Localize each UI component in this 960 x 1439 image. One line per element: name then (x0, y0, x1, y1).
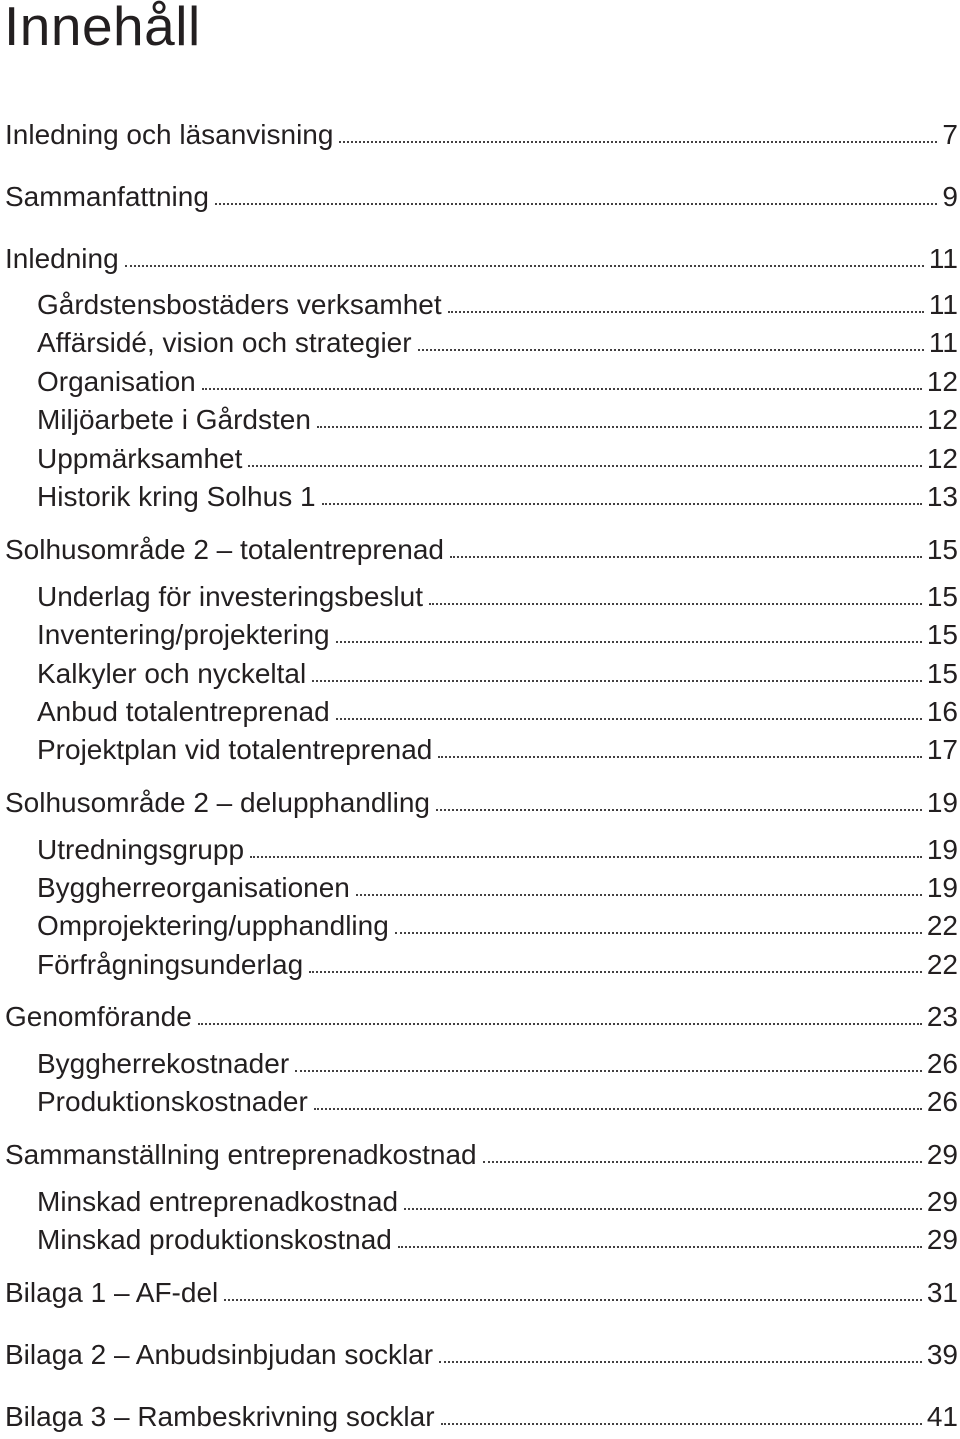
toc-entry-label: Produktionskostnader (37, 1086, 308, 1117)
toc-entry-page-number: 12 (926, 443, 958, 474)
toc-entry-genomforande[interactable] (0, 998, 960, 1034)
toc-entry-minskad-entreprenadkostnad[interactable] (0, 1183, 960, 1219)
toc-entry-label: Historik kring Solhus 1 (37, 481, 316, 512)
dot-leader (398, 1246, 922, 1248)
toc-entry-page-number: 15 (926, 658, 958, 689)
toc-entry-page-number: 22 (926, 949, 958, 980)
dot-leader (450, 556, 922, 558)
toc-entry-inledning-och-lasanvisning[interactable] (0, 116, 960, 152)
toc-entry-page-number: 31 (926, 1277, 958, 1308)
toc-entry-produktionskostnader[interactable] (0, 1083, 960, 1119)
toc-entry-label: Solhusområde 2 – totalentreprenad (5, 534, 444, 565)
toc-entry-page-number: 41 (926, 1401, 958, 1432)
toc-entry-page-number: 7 (942, 119, 958, 150)
toc-entry-page-number: 26 (926, 1048, 958, 1079)
toc-entry-page-number: 11 (928, 327, 958, 358)
toc-entry-page-number: 29 (926, 1186, 958, 1217)
dot-leader (250, 856, 922, 858)
toc-entry-bilaga-3[interactable] (0, 1398, 960, 1434)
dot-leader (295, 1070, 922, 1072)
toc-entry-projektplan-vid-totalentreprenad[interactable] (0, 731, 960, 767)
dot-leader (483, 1161, 922, 1163)
toc-entry-sammanstallning-entreprenadkostnad[interactable] (0, 1136, 960, 1172)
dot-leader (314, 1108, 922, 1110)
toc-entry-forfragningsunderlag[interactable] (0, 946, 960, 982)
toc-entry-label: Inventering/projektering (37, 619, 330, 650)
toc-entry-page-number: 23 (926, 1001, 958, 1032)
toc-entry-label: Inledning (5, 243, 119, 274)
toc-entry-page-number: 12 (926, 366, 958, 397)
dot-leader (248, 465, 921, 467)
toc-entry-label: Omprojektering/upphandling (37, 910, 389, 941)
toc-entry-label: Sammanfattning (5, 181, 209, 212)
toc-entry-page-number: 15 (926, 581, 958, 612)
toc-entry-kalkyler-och-nyckeltal[interactable] (0, 655, 960, 691)
toc-entry-label: Minskad produktionskostnad (37, 1224, 392, 1255)
dot-leader (312, 680, 922, 682)
toc-entry-byggherreorganisationen[interactable] (0, 869, 960, 905)
toc-entry-sammanfattning[interactable] (0, 178, 960, 214)
toc-entry-label: Gårdstensbostäders verksamhet (37, 289, 442, 320)
toc-entry-affarside-vision-och-strategier[interactable] (0, 324, 960, 360)
toc-entry-page-number: 39 (926, 1339, 958, 1370)
toc-entry-label: Bilaga 3 – Rambeskrivning socklar (5, 1401, 435, 1432)
toc-entry-miljoarbete-i-gardsten[interactable] (0, 401, 960, 437)
toc-entry-label: Miljöarbete i Gårdsten (37, 404, 311, 435)
dot-leader (448, 311, 924, 313)
page-title: Innehåll (4, 0, 201, 57)
toc-entry-inledning[interactable] (0, 240, 960, 276)
dot-leader (404, 1208, 922, 1210)
toc-entry-page-number: 12 (926, 404, 958, 435)
dot-leader (438, 756, 921, 758)
toc-entry-label: Byggherrekostnader (37, 1048, 290, 1079)
toc-entry-anbud-totalentreprenad[interactable] (0, 693, 960, 729)
dot-leader (418, 349, 924, 351)
dot-leader (317, 426, 922, 428)
toc-entry-page-number: 11 (928, 289, 958, 320)
toc-entry-label: Genomförande (5, 1001, 192, 1032)
dot-leader (336, 641, 922, 643)
toc-entry-label: Bilaga 2 – Anbudsinbjudan socklar (5, 1339, 434, 1370)
toc-entry-underlag-for-investeringsbeslut[interactable] (0, 578, 960, 614)
dot-leader (395, 932, 922, 934)
toc-entry-label: Utredningsgrupp (37, 834, 245, 865)
toc-entry-bilaga-2[interactable] (0, 1336, 960, 1372)
toc-entry-minskad-produktionskostnad[interactable] (0, 1221, 960, 1257)
dot-leader (198, 1023, 922, 1025)
dot-leader (336, 718, 922, 720)
toc-entry-solhusomrade-2-totalentreprenad[interactable] (0, 531, 960, 567)
toc-entry-omprojektering-upphandling[interactable] (0, 907, 960, 943)
dot-leader (322, 503, 922, 505)
toc-entry-label: Solhusområde 2 – delupphandling (5, 787, 430, 818)
toc-entry-historik-kring-solhus-1[interactable] (0, 478, 960, 514)
toc-entry-label: Bilaga 1 – AF-del (5, 1277, 219, 1308)
dot-leader (125, 265, 924, 267)
dot-leader (215, 203, 938, 205)
toc-entry-label: Organisation (37, 366, 196, 397)
toc-entry-page-number: 22 (926, 910, 958, 941)
dot-leader (356, 894, 922, 896)
toc-entry-label: Byggherreorganisationen (37, 872, 350, 903)
dot-leader (441, 1423, 922, 1425)
toc-entry-label: Anbud totalentreprenad (37, 696, 330, 727)
toc-entry-page-number: 29 (926, 1139, 958, 1170)
toc-entry-page-number: 16 (926, 696, 958, 727)
toc-entry-label: Uppmärksamhet (37, 443, 243, 474)
toc-entry-page-number: 15 (926, 619, 958, 650)
dot-leader (439, 1361, 922, 1363)
toc-entry-label: Affärsidé, vision och strategier (37, 327, 412, 358)
toc-entry-byggherrekostnader[interactable] (0, 1045, 960, 1081)
toc-entry-page-number: 9 (942, 181, 958, 212)
toc-entry-uppmarksamhet[interactable] (0, 440, 960, 476)
toc-entry-label: Sammanställning entreprenadkostnad (5, 1139, 477, 1170)
toc-entry-page-number: 11 (928, 243, 958, 274)
toc-entry-page-number: 26 (926, 1086, 958, 1117)
toc-entry-utredningsgrupp[interactable] (0, 831, 960, 867)
dot-leader (309, 971, 922, 973)
dot-leader (224, 1299, 922, 1301)
toc-entry-gardstensbostaders-verksamhet[interactable] (0, 286, 960, 322)
dot-leader (339, 141, 937, 143)
toc-entry-inventering-projektering[interactable] (0, 616, 960, 652)
toc-entry-bilaga-1[interactable] (0, 1274, 960, 1310)
toc-entry-page-number: 13 (926, 481, 958, 512)
toc-entry-organisation[interactable] (0, 363, 960, 399)
toc-entry-label: Inledning och läsanvisning (5, 119, 334, 150)
dot-leader (202, 388, 922, 390)
toc-entry-label: Kalkyler och nyckeltal (37, 658, 307, 689)
toc-entry-page-number: 19 (926, 787, 958, 818)
toc-entry-label: Projektplan vid totalentreprenad (37, 734, 433, 765)
dot-leader (436, 809, 922, 811)
toc-entry-label: Förfrågningsunderlag (37, 949, 304, 980)
toc-entry-solhusomrade-2-delupphandling[interactable] (0, 784, 960, 820)
toc-entry-label: Minskad entreprenadkostnad (37, 1186, 399, 1217)
toc-entry-page-number: 19 (926, 872, 958, 903)
toc-entry-page-number: 29 (926, 1224, 958, 1255)
toc-entry-page-number: 19 (926, 834, 958, 865)
toc-entry-page-number: 17 (926, 734, 958, 765)
dot-leader (429, 603, 922, 605)
toc-entry-label: Underlag för investeringsbeslut (37, 581, 423, 612)
toc-entry-page-number: 15 (926, 534, 958, 565)
